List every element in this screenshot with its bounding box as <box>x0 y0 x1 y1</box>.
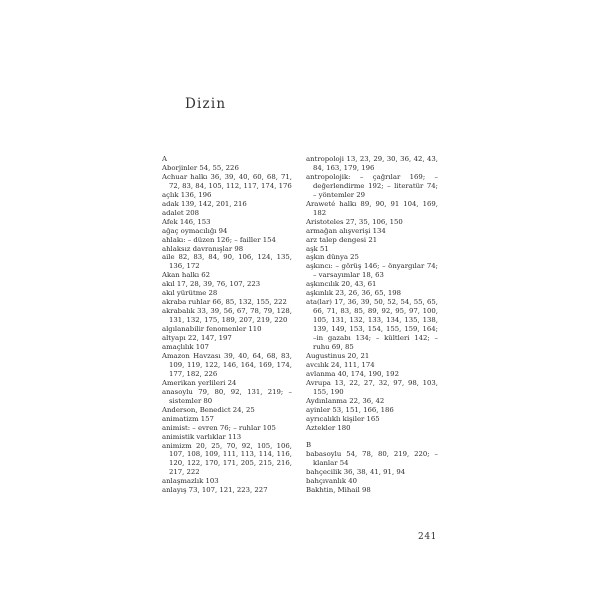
index-entry: animizm 20, 25, 70, 92, 105, 106, 107, 108, 109, 111, 113, 114, 116, 120, 122, 170, 171, 205, 215, 216, 217, 222 <box>162 441 292 477</box>
index-entry: Aydınlanma 22, 36, 42 <box>306 396 385 405</box>
index-entry: aşkıncı: – görüş 146; – önyargılar 74; – varsayımlar 18, 63 <box>306 262 438 280</box>
index-entry: Afek 146, 153 <box>162 217 211 226</box>
index-entry: arz talep dengesi 21 <box>306 235 378 244</box>
index-entry: Aztekler 180 <box>306 423 351 432</box>
index-entry: anlayış 73, 107, 121, 223, 227 <box>162 486 268 495</box>
index-entry: ata(lar) 17, 36, 39, 50, 52, 54, 55, 65, 66, 71, 83, 85, 89, 92, 95, 97, 100, 105, 131, 132, 133, 134, 135, 138, 139, 149, 153, 154, 155, 159, 164; –in gazabı 134; – kültleri 142; – ruhu 69, 85 <box>306 298 438 352</box>
index-entry: ağaç oymacılığı 94 <box>162 226 228 235</box>
index-entry: Aristoteles 27, 35, 106, 150 <box>306 217 403 226</box>
page-title: Dizin <box>185 96 227 112</box>
index-entry: anasoylu 79, 80, 92, 131, 219; – sistemler 80 <box>162 387 292 405</box>
index-entry: babasoylu 54, 78, 80, 219, 220; – klanlar 54 <box>306 450 438 468</box>
section-letter: B <box>306 441 312 450</box>
index-entry: ahlakı: – düzen 126; – failler 154 <box>162 235 276 244</box>
index-entry: Avrupa 13, 22, 27, 32, 97, 98, 103, 155, 190 <box>306 378 438 396</box>
index-entry: Akan halkı 62 <box>162 271 210 280</box>
index-entry: bahçecilik 36, 38, 41, 91, 94 <box>306 468 406 477</box>
index-entry: ayinler 53, 151, 166, 186 <box>306 405 394 414</box>
index-entry: akıl 17, 28, 39, 76, 107, 223 <box>162 280 261 289</box>
index-entry: aşkın dünya 25 <box>306 253 359 262</box>
index-entry: Augustinus 20, 21 <box>306 351 370 360</box>
index-entry: akraba ruhlar 66, 85, 132, 155, 222 <box>162 298 287 307</box>
index-entry: akrabalık 33, 39, 56, 67, 78, 79, 128, 131, 132, 175, 189, 207, 219, 220 <box>162 307 292 325</box>
index-entry: altyapı 22, 147, 197 <box>162 334 232 343</box>
index-entry: animist: – evren 76; – ruhlar 105 <box>162 423 276 432</box>
index-entry: anlaşmazlık 103 <box>162 477 219 486</box>
index-entry: ayrıcalıklı kişiler 165 <box>306 414 380 423</box>
index-entry: Aborjinler 54, 55, 226 <box>162 163 239 172</box>
index-entry: Achuar halkı 36, 39, 40, 60, 68, 71, 72, 83, 84, 105, 112, 117, 174, 176 <box>162 172 292 190</box>
index-entry: algılanabilir fenomenler 110 <box>162 325 262 334</box>
index-entry: aşkıncılık 20, 43, 61 <box>306 280 377 289</box>
index-entry: animistik varlıklar 113 <box>162 432 242 441</box>
index-entry: Araweté halkı 89, 90, 91 104, 169, 182 <box>306 199 438 217</box>
index-entry: Amerikan yerlileri 24 <box>162 378 237 387</box>
index-entry: Anderson, Benedict 24, 25 <box>162 405 255 414</box>
index-entry: animatizm 157 <box>162 414 214 423</box>
index-entry: açlık 136, 196 <box>162 190 212 199</box>
index-entry: armağan alışverişi 134 <box>306 226 386 235</box>
index-entry: ahlaksız davranışlar 98 <box>162 244 244 253</box>
index-entry: adak 139, 142, 201, 216 <box>162 199 247 208</box>
index-column-right <box>306 155 438 495</box>
index-entry: aile 82, 83, 84, 90, 106, 124, 135, 136, 172 <box>162 253 292 271</box>
index-entry: antropoloji 13, 23, 29, 30, 36, 42, 43, 84, 163, 179, 196 <box>306 155 438 172</box>
index-entry: aşk 51 <box>306 244 329 253</box>
index-entry: aşkınlık 23, 26, 36, 65, 198 <box>306 289 401 298</box>
index-entry: amaçlılık 107 <box>162 343 209 352</box>
section-gap <box>306 433 438 442</box>
index-entry: Amazon Havzası 39, 40, 64, 68, 83, 109, 119, 122, 146, 164, 169, 174, 177, 182, 226 <box>162 351 292 378</box>
index-entry: avcılık 24, 111, 174 <box>306 360 375 369</box>
index-column-left <box>162 155 292 495</box>
index-entry: antropolojik: – çağrılar 169; – değerlendirme 192; – literatür 74; – yöntemler 29 <box>306 172 438 199</box>
index-entry: bahçıvanlık 40 <box>306 477 358 486</box>
page-number: 241 <box>418 532 437 542</box>
index-entry: avlanma 40, 174, 190, 192 <box>306 369 399 378</box>
index-entry: Bakhtin, Mihail 98 <box>306 486 371 495</box>
section-letter: A <box>162 155 167 163</box>
index-entry: akıl yürütme 28 <box>162 289 218 298</box>
index-entry: adalet 208 <box>162 208 200 217</box>
